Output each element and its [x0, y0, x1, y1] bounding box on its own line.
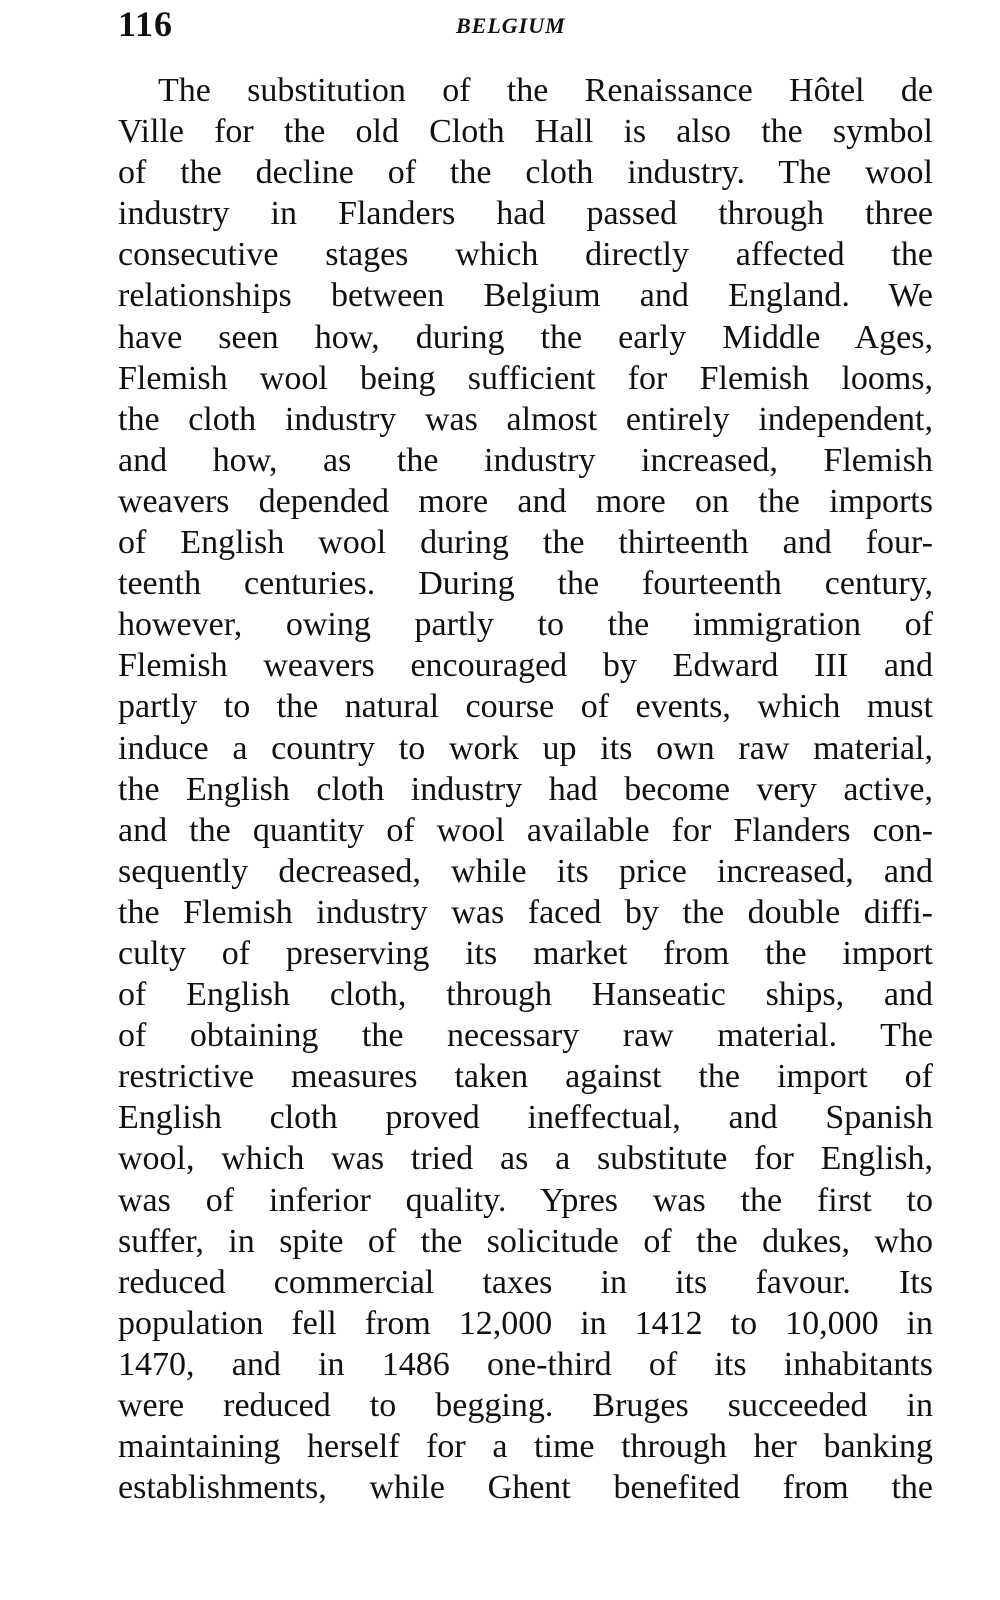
text-line: weavers depended more and more on the imports [118, 482, 933, 520]
text-line: teenth centuries. During the fourteenth century, [118, 565, 933, 603]
text-line: and how, as the industry increased, Flemish [118, 441, 933, 479]
text-line: wool, which was tried as a substitute for English, [118, 1140, 933, 1178]
text-line: Flemish wool being sufficient for Flemish looms, [118, 359, 933, 397]
text-line: population fell from 12,000 in 1412 to 10,000 in [118, 1304, 933, 1342]
text-line: relationships between Belgium and England. We [118, 277, 933, 315]
text-line: the cloth industry was almost entirely independent, [118, 400, 933, 438]
text-line: Flemish weavers encouraged by Edward III and [118, 647, 933, 685]
text-line: Ville for the old Cloth Hall is also the symbol [118, 113, 933, 151]
text-line: were reduced to begging. Bruges succeeded in [118, 1387, 933, 1424]
running-title: BELGIUM [456, 13, 566, 38]
text-line: maintaining herself for a time through her banking [118, 1428, 933, 1466]
text-line: the English cloth industry had become very active, [118, 770, 933, 808]
text-line: English cloth proved ineffectual, and Spanish [118, 1099, 933, 1137]
text-line: 1470, and in 1486 one-third of its inhabitants [118, 1345, 933, 1383]
body-paragraph [118, 70, 933, 1508]
page-header [118, 4, 933, 44]
text-line: restrictive measures taken against the import of [118, 1058, 933, 1096]
text-line: partly to the natural course of events, which must [118, 688, 933, 726]
text-line: sequently decreased, while its price increased, and [118, 852, 933, 890]
text-line: establishments, while Ghent benefited from the [118, 1469, 933, 1507]
text-line: reduced commercial taxes in its favour. Its [118, 1263, 933, 1301]
page-number: 116 [118, 4, 174, 44]
text-line: industry in Flanders had passed through three [118, 195, 933, 233]
text-line: was of inferior quality. Ypres was the first to [118, 1181, 933, 1219]
text-line: and the quantity of wool available for Flanders con- [118, 811, 933, 849]
text-line: however, owing partly to the immigration of [118, 606, 933, 644]
text-line: of obtaining the necessary raw material. The [118, 1017, 933, 1055]
text-line: induce a country to work up its own raw material, [118, 729, 933, 767]
text-line: have seen how, during the early Middle Ages, [118, 318, 933, 356]
text-line: The substitution of the Renaissance Hôtel de [158, 72, 933, 109]
text-line: of English wool during the thirteenth and four- [118, 524, 933, 562]
text-line: of the decline of the cloth industry. The wool [118, 154, 933, 192]
text-line: the Flemish industry was faced by the double diffi- [118, 893, 933, 931]
text-line: of English cloth, through Hanseatic ships, and [118, 976, 933, 1014]
text-line: suffer, in spite of the solicitude of the dukes, who [118, 1222, 933, 1260]
text-line: culty of preserving its market from the import [118, 934, 933, 972]
text-line: consecutive stages which directly affected the [118, 236, 933, 274]
